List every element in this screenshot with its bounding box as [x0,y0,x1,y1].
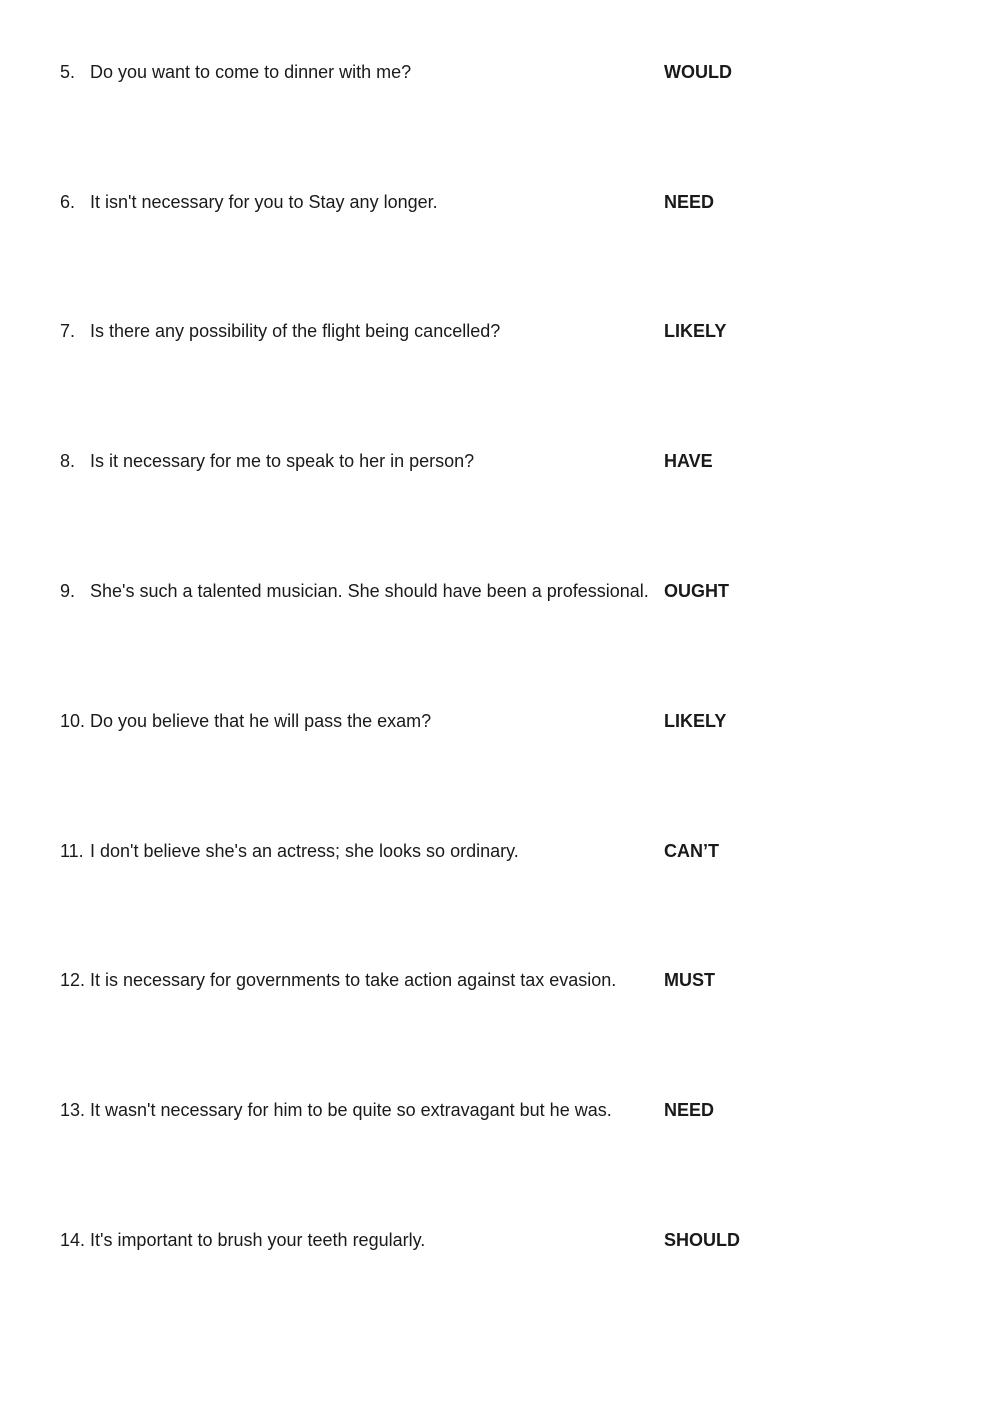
exercise-item [60,316,960,346]
item-sentence: Is it necessary for me to speak to her in person? [90,451,475,471]
item-sentence: She's such a talented musician. She should have been a professional. [90,581,649,601]
exercise-item [60,965,960,995]
item-number: 12. [60,970,86,990]
item-keyword: LIKELY [664,711,727,731]
item-keyword: NEED [664,192,715,212]
item-number: 13. [60,1100,86,1120]
item-sentence: It wasn't necessary for him to be quite so extravagant but he was. [90,1100,612,1120]
item-keyword: SHOULD [664,1230,740,1250]
item-sentence: I don't believe she's an actress; she looks so ordinary. [90,841,519,861]
item-keyword: OUGHT [664,581,729,601]
item-keyword: WOULD [664,62,732,82]
exercise-item [60,446,960,476]
item-number: 10. [60,711,86,731]
item-sentence: It's important to brush your teeth regularly. [90,1230,426,1250]
item-keyword: NEED [664,1100,715,1120]
exercise-item [60,57,960,87]
item-number: 9. [60,581,76,601]
exercise-item [60,836,960,866]
item-number: 14. [60,1230,86,1250]
exercise-item [60,706,960,736]
item-number: 7. [60,321,76,341]
item-keyword: CAN’T [664,841,719,861]
item-keyword: MUST [664,970,715,990]
item-number: 5. [60,62,76,82]
item-sentence: Do you believe that he will pass the exam? [90,711,432,731]
item-sentence: It is necessary for governments to take action against tax evasion. [90,970,617,990]
exercise-item [60,1095,960,1125]
exercise-item [60,187,960,217]
item-number: 6. [60,192,76,212]
item-keyword: HAVE [664,451,713,471]
exercise-item [60,1225,960,1255]
item-sentence: Is there any possibility of the flight being cancelled? [90,321,501,341]
item-number: 8. [60,451,76,471]
exercise-item [60,576,960,606]
item-number: 11. [60,841,84,861]
item-keyword: LIKELY [664,321,727,341]
item-sentence: It isn't necessary for you to Stay any longer. [90,192,438,212]
item-sentence: Do you want to come to dinner with me? [90,62,412,82]
